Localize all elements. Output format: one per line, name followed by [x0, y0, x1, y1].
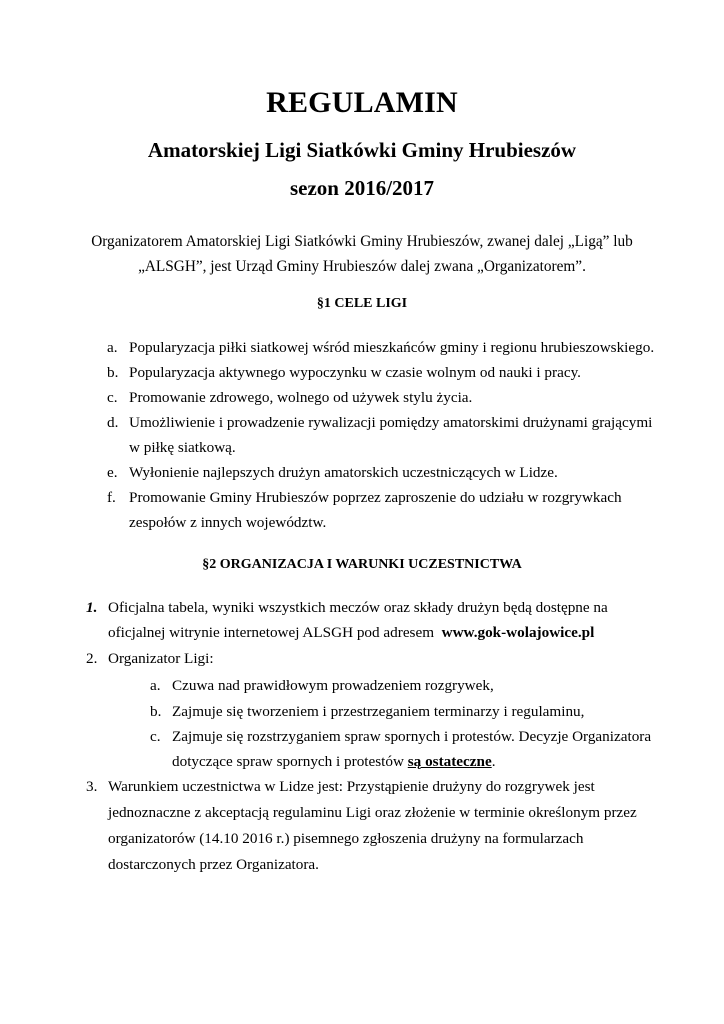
list-item-continuation: zespołów z innych województw.: [129, 514, 327, 531]
list-item-continuation: w piłkę siatkową.: [129, 439, 236, 456]
sublist-item-continuation: [172, 753, 496, 771]
sublist-item: Czuwa nad prawidłowym prowadzeniem rozgrywek,: [172, 677, 494, 694]
sublist-marker: c.: [150, 728, 161, 745]
intro-line-2: „ALSGH”, jest Urząd Gminy Hrubieszów dalej zwana „Organizatorem”.: [138, 258, 586, 275]
sublist-c-text: dotyczące spraw spornych i protestów: [172, 753, 404, 770]
document-title: REGULAMIN: [266, 86, 458, 119]
list-item: Umożliwienie i prowadzenie rywalizacji pomiędzy amatorskimi drużynami grającymi: [129, 414, 653, 431]
emphasis-final: są ostateczne: [407, 753, 492, 770]
list-item: Popularyzacja piłki siatkowej wśród mieszkańców gminy i regionu hrubieszowskiego.: [129, 339, 655, 356]
list-item: Wyłonienie najlepszych drużyn amatorskich uczestniczących w Lidze.: [129, 464, 558, 481]
sublist-item: Zajmuje się rozstrzyganiem spraw spornych i protestów. Decyzje Organizatora: [172, 728, 652, 745]
list-marker: b.: [107, 364, 119, 381]
list-item: Organizator Ligi:: [108, 650, 214, 667]
sublist-marker: b.: [150, 703, 162, 720]
url-prefix-text: oficjalnej witrynie internetowej ALSGH pod adresem: [108, 624, 435, 641]
season-label: sezon 2016/2017: [289, 176, 435, 200]
website-link[interactable]: www.gok-wolajowice.pl: [441, 624, 595, 641]
sublist-item: Zajmuje się tworzeniem i przestrzeganiem terminarzy i regulaminu,: [172, 703, 585, 720]
list-item-continuation: jednoznaczne z akceptacją regulaminu Ligi oraz złożenie w terminie określonym przez: [108, 804, 637, 821]
sublist-marker: a.: [150, 677, 161, 694]
sublist-c-end: .: [491, 753, 496, 770]
document-subtitle: Amatorskiej Ligi Siatkówki Gminy Hrubieszów: [147, 138, 577, 162]
list-marker: f.: [107, 489, 116, 506]
list-item-continuation: [108, 624, 594, 642]
list-item-continuation: organizatorów (14.10 2016 r.) pisemnego zgłoszenia drużyny na formularzach: [108, 830, 584, 847]
list-marker: e.: [107, 464, 118, 481]
list-marker: 3.: [86, 778, 98, 795]
list-item: Promowanie zdrowego, wolnego od używek stylu życia.: [129, 389, 473, 406]
list-marker: d.: [107, 414, 119, 431]
list-item: Warunkiem uczestnictwa w Lidze jest: Przystąpienie drużyny do rozgrywek jest: [108, 778, 595, 795]
list-marker: 2.: [86, 650, 98, 667]
intro-paragraph: [0, 229, 724, 279]
list-marker: c.: [107, 389, 118, 406]
section-1-heading: §1 CELE LIGI: [316, 296, 408, 311]
list-item: Oficjalna tabela, wyniki wszystkich meczów oraz składy drużyn będą dostępne na: [108, 599, 608, 616]
list-item: Promowanie Gminy Hrubieszów poprzez zaproszenie do udziału w rozgrywkach: [129, 489, 622, 506]
intro-line-1: Organizatorem Amatorskiej Ligi Siatkówki Gminy Hrubieszów, zwanej dalej „Ligą” lub: [91, 233, 633, 250]
list-item-continuation: dostarczonych przez Organizatora.: [108, 856, 319, 873]
section-2-heading: §2 ORGANIZACJA I WARUNKI UCZESTNICTWA: [202, 557, 522, 572]
list-marker: 1.: [86, 599, 98, 616]
list-marker: a.: [107, 339, 118, 356]
list-item: Popularyzacja aktywnego wypoczynku w czasie wolnym od nauki i pracy.: [129, 364, 581, 381]
